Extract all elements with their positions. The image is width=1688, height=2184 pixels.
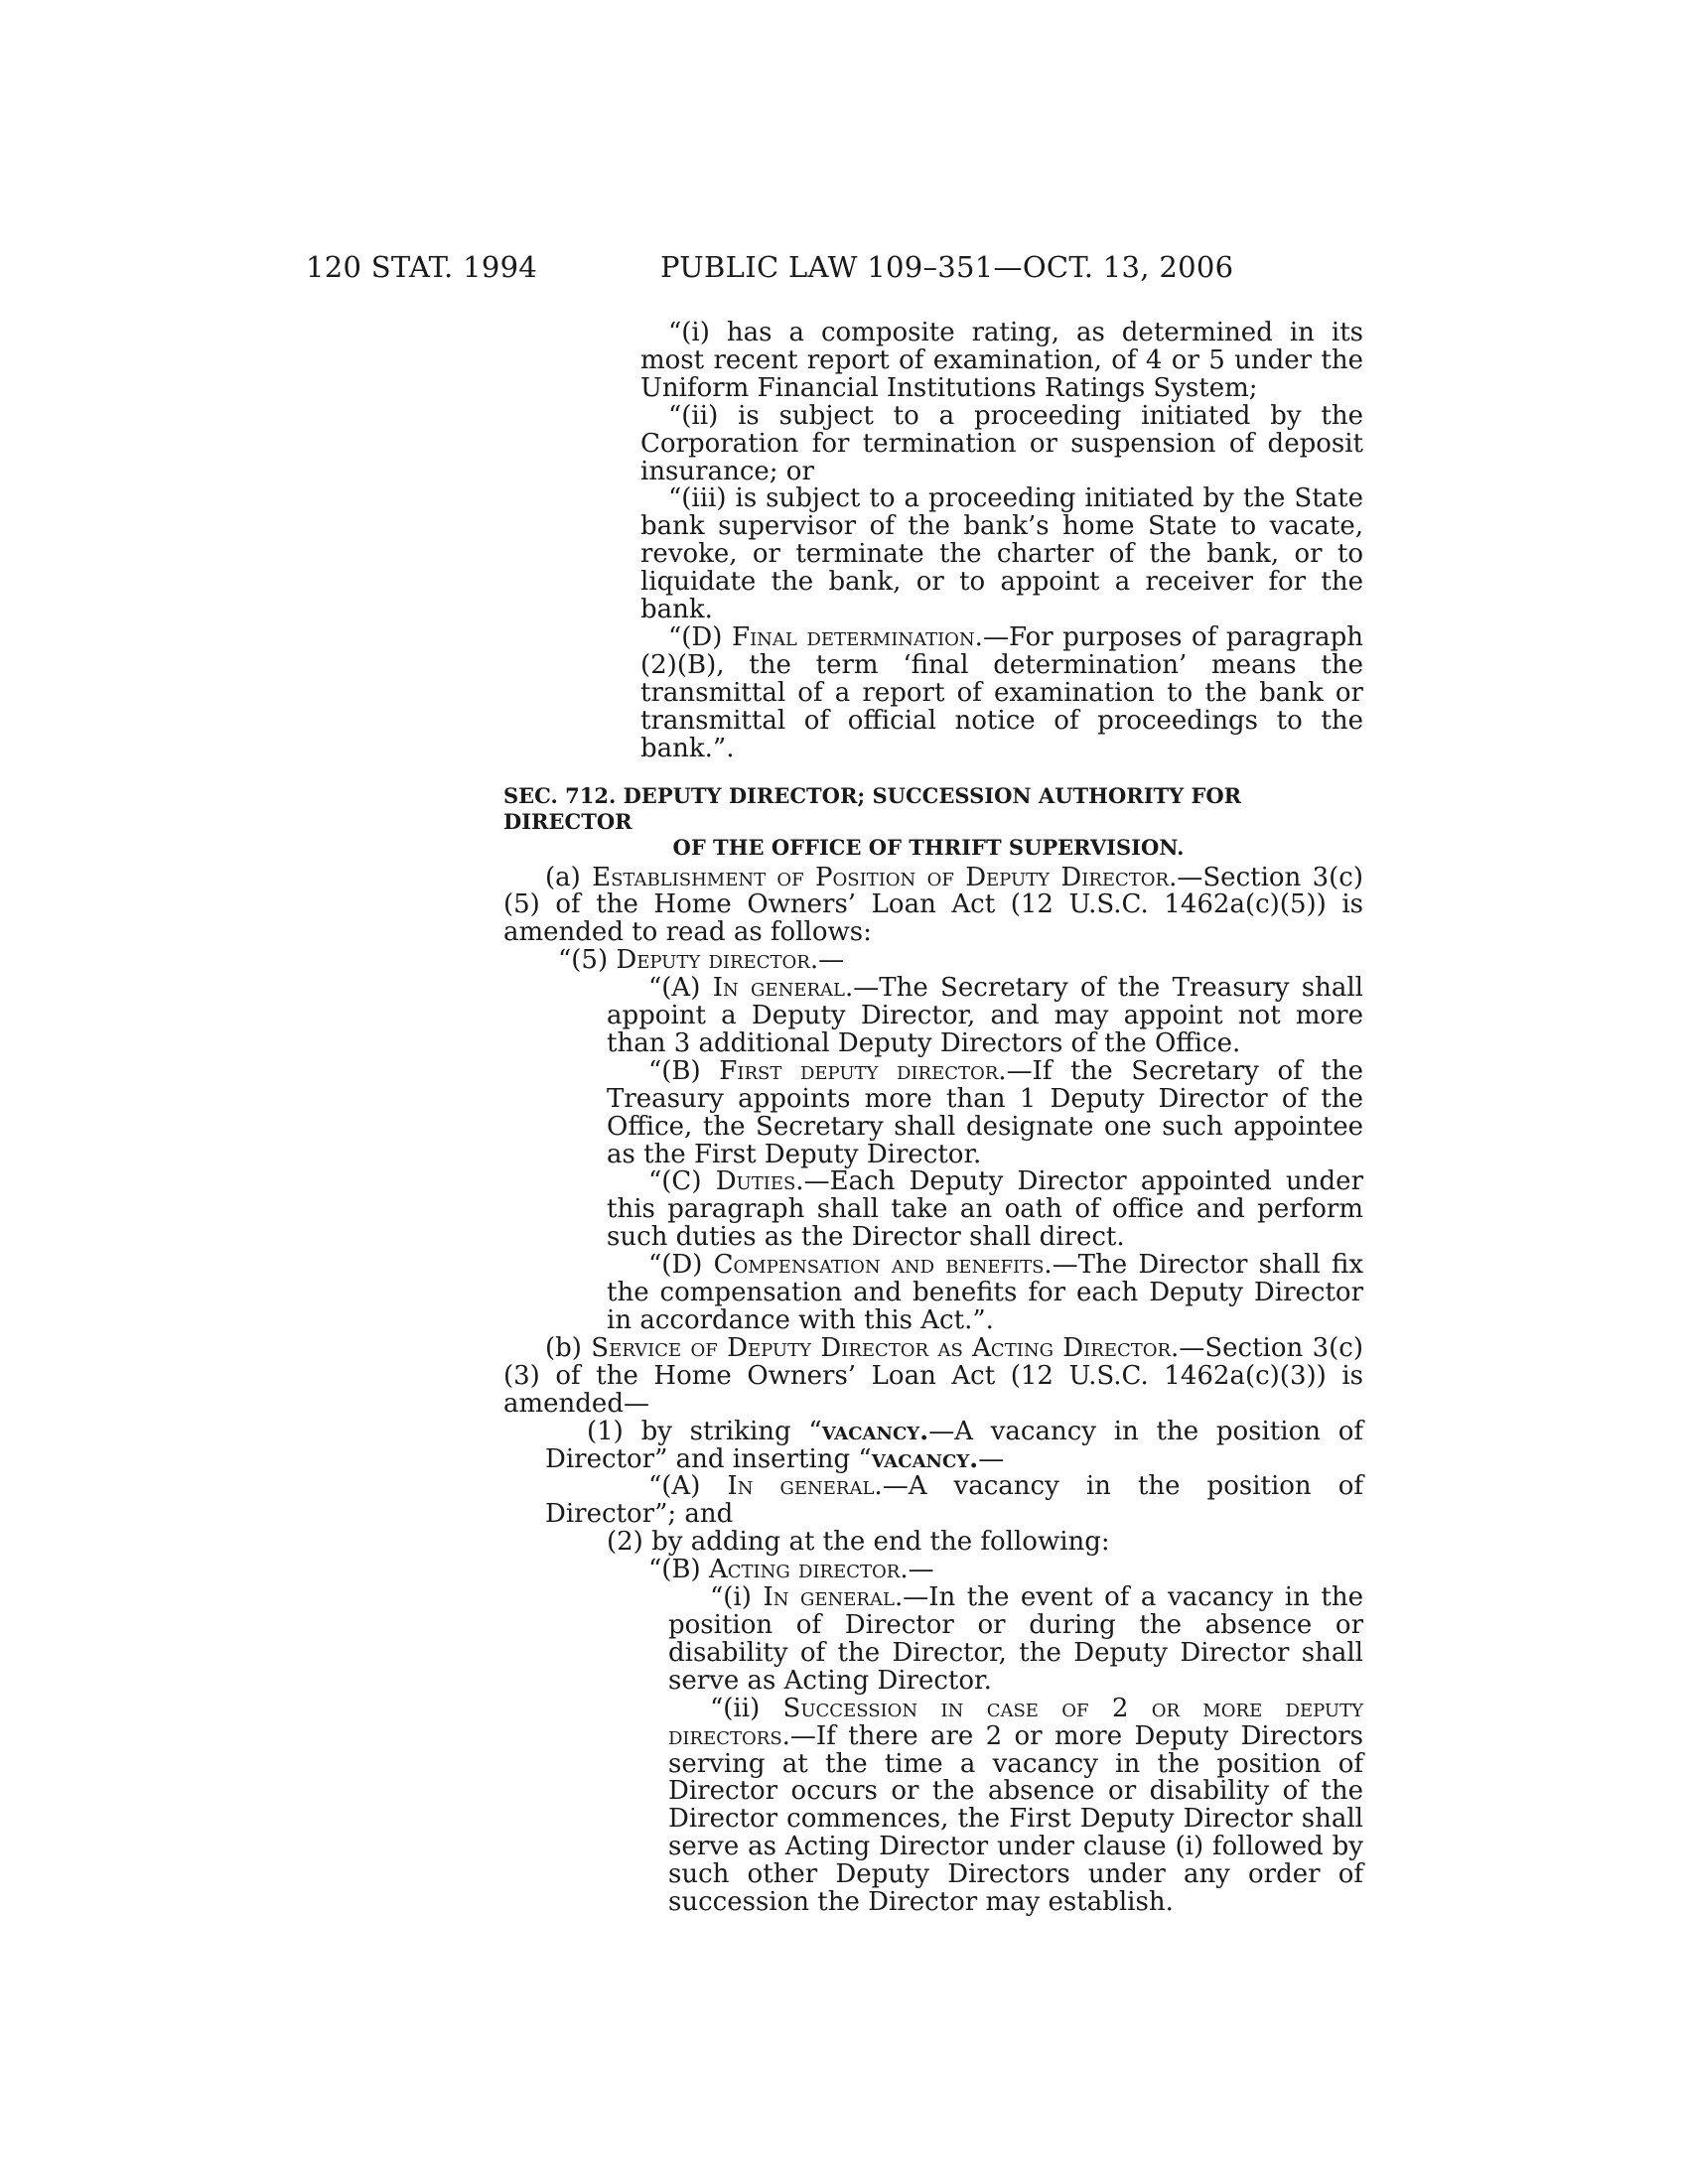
clause-ii-proceeding-corporation: “(ii) is subject to a proceeding initiated by the Corporation for termination or suspension of deposit insurance; or (640, 400, 1363, 486)
running-header (0, 250, 1688, 290)
subparagraph-c-duties: “(C) Duties.—Each Deputy Director appointed under this paragraph shall take an oath of office and perform such duties as the Director shall direct. (607, 1166, 1363, 1253)
subparagraph-d-compensation: “(D) Compensation and benefits.—The Director shall fix the compensation and benefits for each Deputy Director in accordance with this Act.”. (607, 1250, 1363, 1335)
subparagraph-d-final-determination: “(D) Final determination.—For purposes of paragraph (2)(B), the term ‘final determination’ means the transmittal of a report of examination to the bank or transmittal of official notice of proceedings to the bank.”. (640, 621, 1363, 763)
subparagraph-a-in-general: “(A) In general.—The Secretary of the Treasury shall appoint a Deputy Director, and may appoint not more than 3 additional Deputy Directors of the Office. (607, 973, 1363, 1058)
document-body (503, 320, 1363, 1917)
clause-iii-proceeding-state: “(iii) is subject to a proceeding initiated by the State bank supervisor of the bank’s home State to vacate, revoke, or terminate the charter of the bank, or to liquidate the bank, or to appoint a receiver for the bank. (640, 483, 1363, 625)
section-heading: SEC. 712. DEPUTY DIRECTOR; SUCCESSION AUTHORITY FOR DIRECTOR OF THE OFFICE OF THRIFT SUPERVISION. (503, 782, 1242, 860)
subparagraph-b-first-deputy: “(B) First deputy director.—If the Secretary of the Treasury appoints more than 1 Deputy Director of the Office, the Secretary shall designate one such appointee as the First Deputy Director. (607, 1055, 1363, 1169)
clause-i-in-general: “(i) In general.—In the event of a vacancy in the position of Director or during the absence or disability of the Director, the Deputy Director shall serve as Acting Director. (668, 1582, 1363, 1696)
paragraph-1-striking: (1) by striking “vacancy.—A vacancy in the position of Director” and inserting “vacancy.— (545, 1416, 1363, 1474)
paragraph-5-deputy-director: “(5) Deputy director.— (558, 945, 845, 976)
clause-i-composite-rating: “(i) has a composite rating, as determined in its most recent report of examination, of 4 or 5 under the Uniform Financial Institutions Ratings System; (640, 318, 1363, 403)
subsection-b: (b) Service of Deputy Director as Acting Director.—Section 3(c)(3) of the Home Owners’ Loan Act (12 U.S.C. 1462a(c)(3)) is amended— (503, 1332, 1363, 1419)
page-number: 120 STAT. 1994 (306, 250, 538, 284)
subparagraph-b-acting-director: “(B) Acting director.— (648, 1555, 934, 1585)
inserted-subparagraph-a: “(A) In general.—A vacancy in the position of Director”; and (545, 1471, 1364, 1530)
law-title: PUBLIC LAW 109–351—OCT. 13, 2006 (660, 250, 1234, 284)
paragraph-2-adding: (2) by adding at the end the following: (607, 1527, 1110, 1558)
subsection-a: (a) Establishment of Position of Deputy Director.—Section 3(c)(5) of the Home Owners’ Loan Act (12 U.S.C. 1462a(c)(5)) is amended to read as follows: (503, 862, 1364, 948)
clause-ii-succession: “(ii) Succession in case of 2 or more deputy directors.—If there are 2 or more Deputy Directors serving at the time a vacancy in the position of Director occurs or the absence or disability of the Director commences, the First Deputy Director shall serve as Acting Director under clause (i) followed by such other Deputy Directors under any order of succession the Director may establish. (668, 1693, 1363, 1918)
